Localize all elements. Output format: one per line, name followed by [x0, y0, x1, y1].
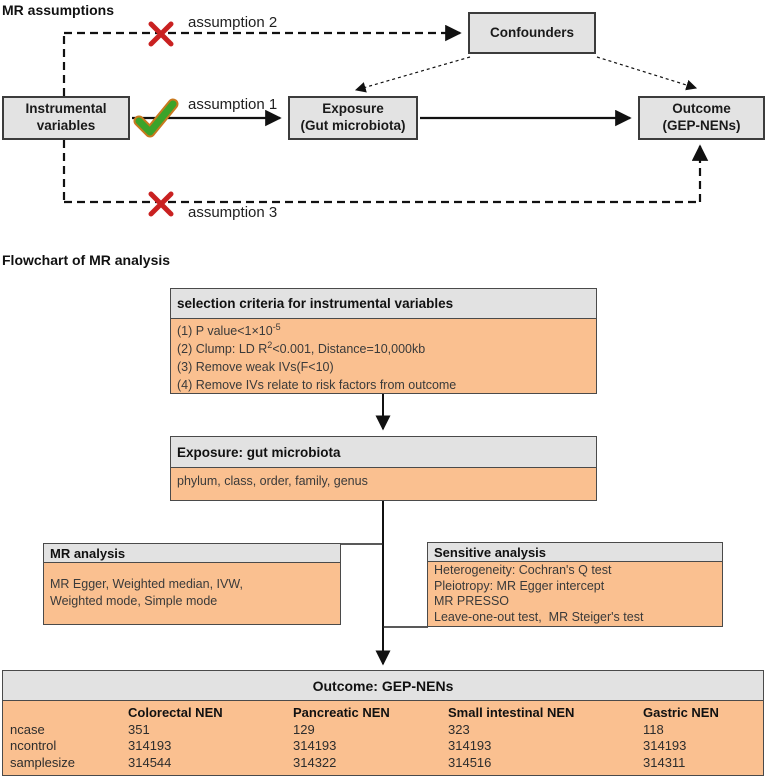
outcome-column-header: Gastric NEN [643, 705, 719, 720]
outcome-row-label: ncase [10, 721, 45, 737]
selection-criteria-panel [170, 288, 597, 394]
assumption2-label: assumption 2 [188, 14, 278, 31]
red-cross-icon [146, 189, 176, 219]
outcome-cell: 314322 [293, 754, 337, 770]
sensitive-analysis-header: Sensitive analysis [428, 543, 722, 562]
outcome-column-header: Small intestinal NEN [448, 705, 575, 720]
exposure-label-line1: Exposure [322, 101, 384, 117]
confounders-outcome-arrow [597, 57, 696, 88]
confounders-box [468, 12, 596, 54]
outcome-label-line2: (GEP-NENs) [662, 118, 741, 133]
outcome-cell: 314516 [448, 754, 492, 770]
outcome-cell: 129 [293, 721, 315, 737]
outcome-cell: 314193 [448, 738, 492, 753]
selection-criteria-header: selection criteria for instrumental variables [171, 289, 596, 319]
mr-analysis-body [44, 563, 340, 613]
sensitive-analysis-body [428, 562, 722, 628]
exposure-panel-body: phylum, class, order, family, genus [177, 474, 368, 488]
outcome-row-label: ncontrol [10, 738, 57, 753]
selection-criteria-line: (4) Remove IVs relate to risk factors from outcome [177, 378, 457, 392]
confounders-exposure-arrow [356, 57, 470, 90]
confounders-label: Confounders [490, 24, 574, 40]
mr-analysis-header: MR analysis [44, 544, 340, 563]
outcome-cell: 314193 [293, 738, 337, 753]
exposure-box [288, 96, 418, 140]
instrumental-variables-label-line2: variables [36, 118, 96, 133]
exposure-label-line2: (Gut microbiota) [300, 118, 406, 133]
outcome-label-line1: Outcome [672, 101, 731, 117]
green-check-icon [133, 97, 179, 141]
outcome-column-header: Colorectal NEN [128, 705, 223, 720]
flowchart-title: Flowchart of MR analysis [2, 252, 171, 268]
instrumental-variables-label-line1: Instrumental [25, 101, 107, 117]
outcome-cell: 314311 [643, 754, 686, 770]
mr-assumptions-title: MR assumptions [2, 2, 115, 18]
red-cross-icon [146, 19, 176, 49]
outcome-box [638, 96, 765, 140]
sensitive-analysis-line: Leave-one-out test, MR Steiger's test [434, 609, 644, 624]
assumption1-label: assumption 1 [188, 96, 278, 113]
outcome-cell: 351 [128, 721, 150, 737]
sensitive-analysis-line: MR PRESSO [434, 594, 510, 608]
selection-criteria-line: (3) Remove weak IVs(F<10) [177, 360, 334, 374]
assumption3-label: assumption 3 [188, 204, 278, 221]
outcome-row-label: samplesize [10, 754, 76, 770]
outcome-panel [2, 670, 764, 776]
selection-criteria-line: (1) P $value<1\times 10^{-5}$ [177, 321, 281, 338]
outcome-column-header: Pancreatic NEN [293, 705, 390, 720]
selection-criteria-body [171, 319, 596, 397]
outcome-cell: 118 [643, 721, 664, 737]
outcome-table-corner [10, 705, 128, 722]
outcome-table [3, 701, 763, 771]
selection-criteria-line: (2) Clump: LD $R^2<0.001$, Distance=10,000kb [177, 339, 426, 356]
sensitive-analysis-line: Pleiotropy: MR Egger intercept [434, 578, 605, 593]
mr-analysis-line: MR Egger, Weighted median, IVW, [50, 577, 243, 591]
mr-analysis-panel [43, 543, 341, 625]
sensitive-analysis-line: Heterogeneity: Cochran's Q test [434, 563, 612, 577]
exposure-panel [170, 436, 597, 501]
exposure-panel-header: Exposure: gut microbiota [171, 437, 596, 468]
outcome-cell: 323 [448, 721, 470, 737]
mr-analysis-line: Weighted mode, Simple mode [50, 594, 218, 608]
outcome-cell: 314193 [643, 738, 687, 753]
outcome-panel-header: Outcome: GEP-NENs [3, 671, 763, 701]
sensitive-analysis-panel [427, 542, 723, 627]
outcome-cell: 314193 [128, 738, 172, 753]
instrumental-variables-box [2, 96, 130, 140]
outcome-cell: 314544 [128, 754, 172, 770]
